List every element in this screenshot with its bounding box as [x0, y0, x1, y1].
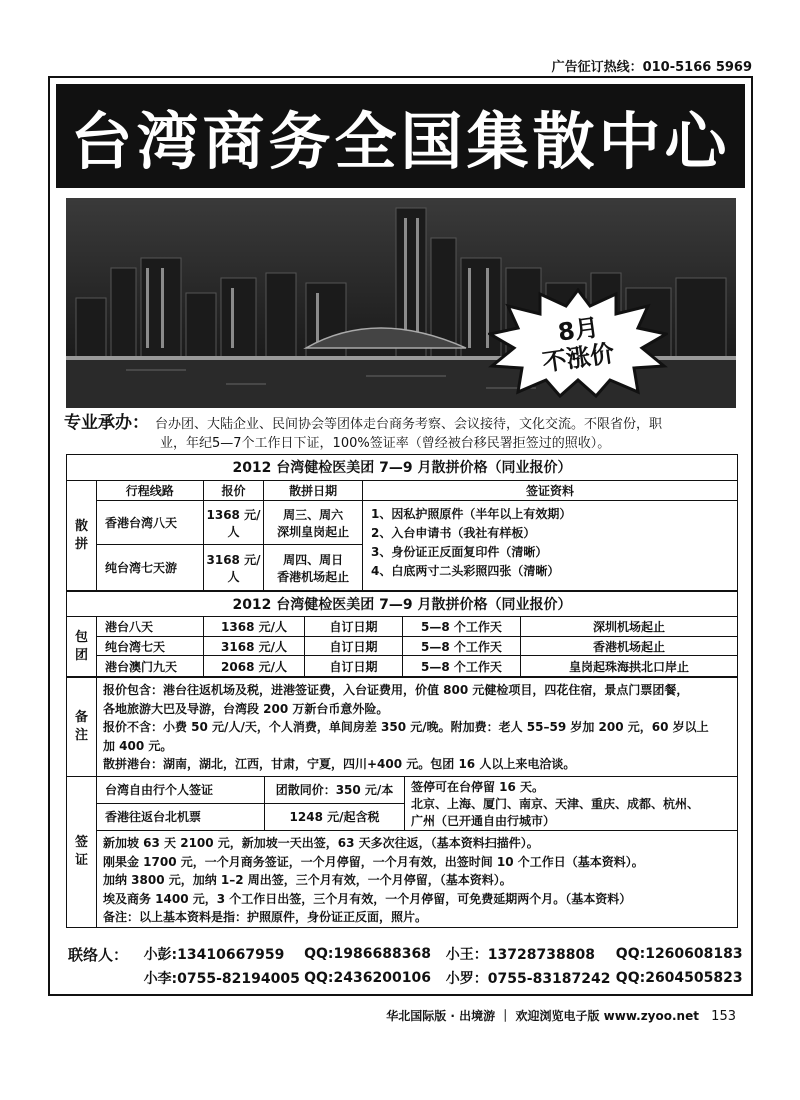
sanpin-title: 2012 台湾健检医美团 7—9 月散拼价格（同业报价） — [67, 455, 737, 481]
ticket-item-label: 香港往返台北机票 — [97, 804, 265, 830]
from-cell: 深圳机场起止 — [592, 619, 665, 634]
days-cell: 5—8 个工作天 — [403, 617, 521, 636]
list-item: 刚果金 1700 元，一个月商务签证，一个月停留，一个月有效，出签时间 10 个工作日（基本资料）。 — [103, 854, 644, 869]
promo-line1: 8月 — [556, 313, 601, 347]
table-row — [97, 501, 362, 546]
contact-phone: 小彭:13410667959 — [143, 947, 285, 963]
contact-qq: QQ:2604505823 — [615, 970, 743, 986]
col-header-price: 报价 — [204, 481, 265, 500]
list-item: 新加坡 63 天 2100 元，新加坡一天出签，63 天多次往返，（基本资料扫描件）。 — [103, 836, 539, 850]
baotuan-section — [67, 617, 737, 677]
visa-item-label: 台湾自由行个人签证 — [97, 777, 265, 803]
contact-qq: QQ:1260608183 — [615, 946, 743, 962]
price-cell: 2068 元/人 — [204, 656, 305, 676]
route-cell: 纯台湾七天 — [97, 637, 204, 656]
date-cell: 自订日期 — [305, 617, 403, 636]
contact-phone: 小王：13728738808 — [445, 947, 595, 963]
date-cell: 周四、周日 香港机场起止 — [277, 552, 350, 584]
table-row — [97, 656, 737, 676]
list-item: 3、身份证正反面复印件（清晰） — [371, 545, 548, 559]
days-cell: 5—8 个工作天 — [403, 637, 521, 656]
qianzheng-section — [67, 777, 737, 927]
baotuan-side-label: 包 团 — [67, 617, 97, 676]
pro-section — [64, 414, 744, 453]
route-cell: 港台八天 — [97, 617, 204, 636]
info-line: 北京、上海、厦门、南京、天津、重庆、成都、杭州、 — [411, 797, 700, 811]
country-visa-list — [97, 831, 737, 930]
footer-text: 华北国际版 · 出境游 ｜ 欢迎浏览电子版 www.zyoo.net — [386, 1009, 699, 1023]
date-cell: 自订日期 — [305, 656, 403, 676]
route-cell: 港台澳门九天 — [97, 656, 204, 676]
note-line: 散拼港台：湖南，湖北，江西，甘肃，宁夏，四川+400 元。包团 16 人以上来电洽谈。 — [103, 757, 576, 771]
pro-label: 专业承办： — [64, 413, 149, 433]
contact-phone: 小李:0755-82194005 — [143, 971, 300, 987]
sanpin-section — [67, 481, 737, 591]
price-cell: 3168 元/人 — [204, 637, 305, 656]
qianzheng-side-label: 签 证 — [67, 777, 97, 927]
date-cell: 自订日期 — [305, 637, 403, 656]
beizhu-side-label: 备 注 — [67, 678, 97, 776]
col-header-route: 行程线路 — [97, 481, 204, 500]
page-footer — [386, 1007, 736, 1024]
note-line: 加 400 元。 — [103, 738, 173, 753]
notes-text — [97, 678, 737, 776]
from-cell: 香港机场起止 — [592, 639, 665, 654]
contacts-block — [68, 942, 748, 990]
visa-item-price: 团散同价：350 元/本 — [275, 783, 394, 798]
banner-title: 台湾商务全国集散中心 — [70, 104, 731, 178]
sanpin-side-label: 散 拼 — [67, 481, 97, 590]
col-header-visa: 签证资料 — [525, 484, 574, 498]
beizhu-section — [67, 677, 737, 777]
table-row — [97, 545, 362, 590]
note-line: 报价包含：港台往返机场及税，进港签证费，入台证费用，价值 800 元健检项目，四花住宿，景点门票团餐， — [103, 683, 689, 697]
note-line: 各地旅游大巴及导游，台湾段 200 万新台币意外险。 — [103, 701, 389, 716]
table-row — [97, 637, 737, 657]
price-table — [66, 454, 738, 928]
days-cell: 5—8 个工作天 — [403, 656, 521, 676]
visa-materials-list — [363, 501, 737, 590]
info-line: 广州（已开通自由行城市） — [411, 814, 556, 828]
list-item: 1、因私护照原件（半年以上有效期） — [371, 507, 572, 521]
ticket-item-price: 1248 元/起含税 — [289, 810, 380, 825]
route-cell: 香港台湾八天 — [97, 501, 204, 545]
price-cell: 3168 元/人 — [204, 545, 265, 590]
list-item: 加纳 3800 元，加纳 1–2 周出签，三个月有效，一个月停留，（基本资料）。 — [103, 873, 512, 887]
baotuan-title: 2012 台湾健检医美团 7—9 月散拼价格（同业报价） — [67, 591, 737, 617]
date-cell: 周三、周六 深圳皇岗起止 — [277, 507, 350, 539]
contact-phone: 小罗：0755-83187242 — [445, 971, 611, 987]
ad-frame — [48, 76, 753, 996]
price-cell: 1368 元/人 — [204, 501, 265, 545]
from-cell: 皇岗起珠海拱北口岸止 — [568, 659, 689, 674]
table-row — [97, 617, 737, 637]
pro-line1: 台办团、大陆企业、民间协会等团体走台商务考察、会议接待，文化交流。不限省份，职 — [155, 417, 663, 432]
contact-qq: QQ:2436200106 — [304, 970, 431, 986]
visa-stay-info — [405, 777, 737, 830]
contact-qq: QQ:1986688368 — [304, 946, 431, 962]
col-header-date: 散拼日期 — [289, 483, 338, 498]
list-item: 埃及商务 1400 元，3 个工作日出签，三个月有效，一个月停留，可免费延期两个月。（基本资料） — [103, 891, 632, 906]
title-banner — [56, 84, 745, 188]
price-cell: 1368 元/人 — [204, 617, 305, 636]
route-cell: 纯台湾七天游 — [97, 545, 204, 590]
list-item: 备注：以上基本资料是指：护照原件，身份证正反面，照片。 — [103, 910, 428, 924]
info-line: 签停可在台停留 16 天。 — [411, 780, 545, 794]
list-item: 2、入台申请书（我社有样板） — [371, 526, 536, 540]
note-line: 报价不含：小费 50 元/人/天，个人消费，单间房差 350 元/晚。附加费：老人 55–59 岁加 200 元，60 岁以上 — [103, 720, 709, 734]
contacts-label: 联络人： — [68, 945, 129, 964]
pro-line2: 业，年纪5—7个工作日下证，100%签证率（曾经被台移民署拒签过的照收）。 — [160, 436, 611, 451]
list-item: 4、白底两寸二头彩照四张（清晰） — [371, 564, 560, 578]
page-number: 153 — [711, 1009, 736, 1024]
promo-burst — [488, 288, 668, 398]
promo-line2: 不涨价 — [540, 339, 616, 377]
ad-hotline: 广告征订热线：010-5166 5969 — [551, 60, 752, 75]
